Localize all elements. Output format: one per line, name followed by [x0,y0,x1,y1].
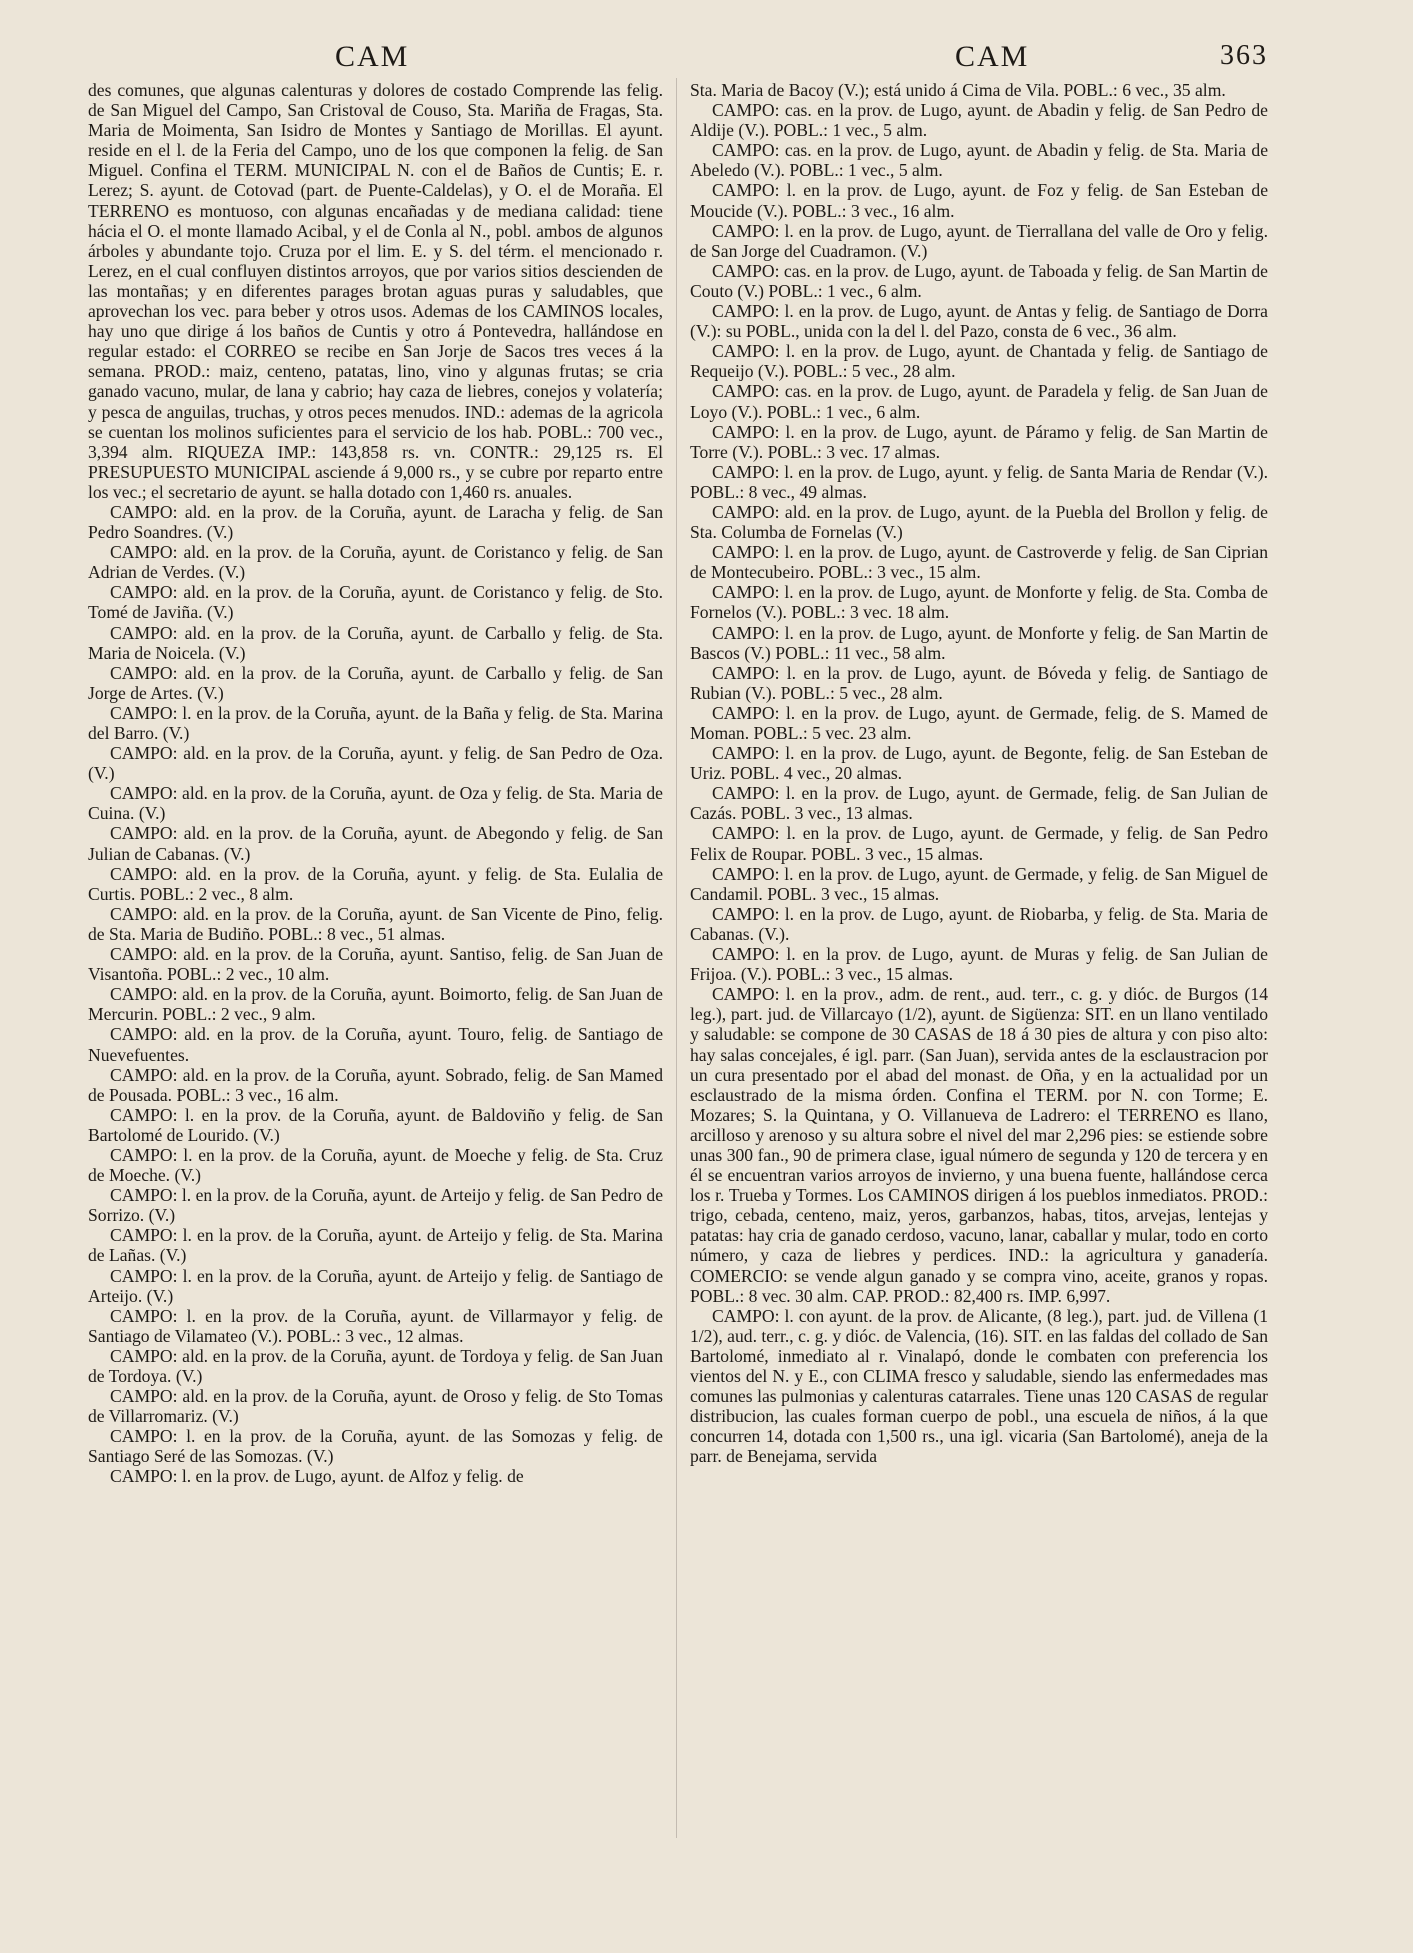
entry-paragraph: CAMPO: ald. en la prov. de la Coruña, ayunt. de Oza y felig. de Sta. Maria de Cuina. (V.) [88,783,663,824]
entry-paragraph: CAMPO: ald. en la prov. de la Coruña, ayunt. de Coristanco y felig. de Sto. Tomé de Javiña. (V.) [88,582,663,623]
entry-paragraph: CAMPO: l. en la prov. de Lugo, ayunt. de Chantada y felig. de Santiago de Requeijo (V.). POBL.: 5 vec., 28 alm. [690,341,1268,382]
entry-paragraph: CAMPO: ald. en la prov. de la Coruña, ayunt. y felig. de San Pedro de Oza. (V.) [88,743,663,784]
entry-paragraph: CAMPO: ald. en la prov. de la Coruña, ayunt. de Carballo y felig. de Sta. Maria de Noicela. (V.) [88,622,663,663]
entry-paragraph: CAMPO: l. en la prov. de Lugo, ayunt. de Germade, y felig. de San Pedro Felix de Roupar. POBL. 3 vec., 15 almas. [690,823,1268,864]
entry-paragraph: CAMPO: l. en la prov. de Lugo, ayunt. de Tierrallana del valle de Oro y felig. de San Jorge del Cuadramon. (V.) [690,220,1268,261]
entry-paragraph: CAMPO: l. en la prov. de Lugo, ayunt. de Foz y felig. de San Esteban de Moucide (V.). POBL.: 3 vec., 16 alm. [690,180,1268,221]
entry-paragraph: CAMPO: l. en la prov. de Lugo, ayunt. de Muras y felig. de San Julian de Frijoa. (V.). POBL.: 3 vec., 15 almas. [690,944,1268,985]
entry-paragraph: CAMPO: l. en la prov. de Lugo, ayunt. de Bóveda y felig. de Santiago de Rubian (V.). POBL.: 5 vec., 28 alm. [690,662,1268,703]
entry-paragraph: CAMPO: ald. en la prov. de la Coruña, ayunt. de Abegondo y felig. de San Julian de Cabanas. (V.) [88,823,663,864]
entry-paragraph: CAMPO: ald. en la prov. de la Coruña, ayunt. de Carballo y felig. de San Jorge de Artes. (V.) [88,662,663,703]
entry-paragraph: CAMPO: cas. en la prov. de Lugo, ayunt. de Taboada y felig. de San Martin de Couto (V.) POBL.: 1 vec., 6 alm. [690,260,1268,301]
entry-paragraph: CAMPO: ald. en la prov. de la Coruña, ayunt. de Laracha y felig. de San Pedro Soandres. (V.) [88,501,663,543]
entry-paragraph: CAMPO: ald. en la prov. de la Coruña, ayunt. de Oroso y felig. de Sto Tomas de Villarromariz. (V.) [88,1386,663,1427]
entry-paragraph: CAMPO: l. en la prov. de Lugo, ayunt. de Germade, felig. de S. Mamed de Moman. POBL.: 5 vec. 23 alm. [690,702,1268,743]
entry-paragraph: CAMPO: l. en la prov. de la Coruña, ayunt. de Arteijo y felig. de Santiago de Arteijo. (V.) [88,1265,663,1306]
entry-paragraph: CAMPO: l. en la prov. de Lugo, ayunt. de Castroverde y felig. de San Ciprian de Montecubeiro. POBL.: 3 vec., 15 alm. [690,542,1268,583]
entry-paragraph: CAMPO: ald. en la prov. de la Coruña, ayunt. Sobrado, felig. de San Mamed de Pousada. POBL.: 3 vec., 16 alm. [88,1064,663,1105]
entry-paragraph: CAMPO: l. en la prov. de Lugo, ayunt. de Germade, felig. de San Julian de Cazás. POBL. 3 vec., 13 almas. [690,783,1268,824]
entry-paragraph: CAMPO: l. en la prov. de Lugo, ayunt. de Monforte y felig. de San Martin de Bascos (V.) POBL.: 11 vec., 58 alm. [690,622,1268,663]
entry-paragraph: CAMPO: ald. en la prov. de la Coruña, ayunt. Touro, felig. de Santiago de Nuevefuentes. [88,1024,663,1065]
entry-paragraph: CAMPO: l. en la prov. de la Coruña, ayunt. de Moeche y felig. de Sta. Cruz de Moeche. (V.) [88,1144,663,1186]
running-header-right: CAM [955,40,1030,73]
entry-paragraph: CAMPO: l. con ayunt. de la prov. de Alicante, (8 leg.), part. jud. de Villena (1 1/2), aud. terr., c. g. y dióc. de Valencia, (16). SIT. en las faldas del collado de San Bartolomé, inmediato al r. Vinalapó, donde le combaten con preferencia los vientos del N. y E., con CLIMA fresco y saludable, siendo las enfermedades mas comunes las pulmonias y calenturas catarrales. Tiene unas 120 CASAS de regular distribucion, las cuales forman cuerpo de pobl., una escuela de niños, á la que concurren 14, dotada con 1,500 rs., una igl. vicaria (San Bartolomé), aneja de la parr. de Benejama, servida [690,1305,1268,1467]
entry-paragraph: CAMPO: l. en la prov. de Lugo, ayunt. de Páramo y felig. de San Martin de Torre (V.). POBL.: 3 vec. 17 almas. [690,421,1268,462]
entry-paragraph: CAMPO: l. en la prov. de la Coruña, ayunt. de Arteijo y felig. de San Pedro de Sorrizo. (V.) [88,1185,663,1226]
page-number: 363 [1220,40,1268,71]
entry-paragraph: CAMPO: l. en la prov. de Lugo, ayunt. de Antas y felig. de Santiago de Dorra (V.): su POBL., unida con la del l. del Pazo, consta de 6 vec., 36 alm. [690,301,1268,342]
entry-paragraph: CAMPO: cas. en la prov. de Lugo, ayunt. de Abadin y felig. de San Pedro de Aldije (V.). POBL.: 1 vec., 5 alm. [690,100,1268,141]
entry-paragraph: CAMPO: ald. en la prov. de la Coruña, ayunt. de Coristanco y felig. de San Adrian de Verdes. (V.) [88,542,663,583]
entry-paragraph: CAMPO: cas. en la prov. de Lugo, ayunt. de Paradela y felig. de San Juan de Loyo (V.). POBL.: 1 vec., 6 alm. [690,381,1268,422]
left-column [88,80,663,1487]
entry-paragraph: CAMPO: l. en la prov. de Lugo, ayunt. de Alfoz y felig. de [110,1466,524,1487]
entry-paragraph: CAMPO: ald. en la prov. de la Coruña, ayunt. y felig. de Sta. Eulalia de Curtis. POBL.: 2 vec., 8 alm. [88,863,663,904]
entry-paragraph: CAMPO: l. en la prov. de Lugo, ayunt. de Begonte, felig. de San Esteban de Uriz. POBL. 4 vec., 20 almas. [690,743,1268,784]
entry-paragraph: CAMPO: l. en la prov. de Lugo, ayunt. y felig. de Santa Maria de Rendar (V.). POBL.: 8 vec., 49 almas. [690,461,1268,502]
column-divider [676,78,677,1838]
entry-paragraph: CAMPO: l. en la prov. de Lugo, ayunt. de Monforte y felig. de Sta. Comba de Fornelos (V.). POBL.: 3 vec. 18 alm. [690,582,1268,623]
entry-paragraph: CAMPO: l. en la prov. de la Coruña, ayunt. de Arteijo y felig. de Sta. Marina de Lañas. (V.) [88,1225,663,1266]
right-column [690,80,1268,1466]
entry-paragraph: CAMPO: ald. en la prov. de la Coruña, ayunt. Santiso, felig. de San Juan de Visantoña. POBL.: 2 vec., 10 alm. [88,944,663,985]
entry-paragraph: CAMPO: cas. en la prov. de Lugo, ayunt. de Abadin y felig. de Sta. Maria de Abeledo (V.). POBL.: 1 vec., 5 alm. [690,140,1268,181]
entry-paragraph: CAMPO: ald. en la prov. de la Coruña, ayunt. de Tordoya y felig. de San Juan de Tordoya. (V.) [88,1345,663,1386]
entry-paragraph: CAMPO: l. en la prov. de la Coruña, ayunt. de Baldoviño y felig. de San Bartolomé de Lourido. (V.) [88,1104,663,1145]
entry-paragraph: CAMPO: ald. en la prov. de la Coruña, ayunt. Boimorto, felig. de San Juan de Mercurin. POBL.: 2 vec., 9 alm. [88,984,663,1025]
entry-paragraph: CAMPO: l. en la prov. de la Coruña, ayunt. de Villarmayor y felig. de Santiago de Vilamateo (V.). POBL.: 3 vec., 12 almas. [88,1305,663,1346]
entry-paragraph: des comunes, que algunas calenturas y dolores de costado Comprende las felig. de San Miguel del Campo, San Cristoval de Couso, Sta. Mariña de Fragas, Sta. Maria de Moimenta, San Isidro de Montes y Santiago de Morillas. El ayunt. reside en el l. de la Feria del Campo, uno de los que componen la felig. de San Miguel. Confina el TERM. MUNICIPAL N. con el de Baños de Cuntis; E. r. Lerez; S. ayunt. de Cotovad (part. de Puente-Caldelas), y O. el de Moraña. El TERRENO es montuoso, con algunas encañadas y de mediana calidad: tiene hácia el O. el monte llamado Acibal, y el de Conla al N., pobl. ambos de algunos árboles y abundante tojo. Cruza por el lim. E. y S. del térm. el mencionado r. Lerez, en el cual confluyen distintos arroyos, que por varios sitios descienden de las montañas; y en diferentes parages brotan aguas puras y saludables, que aprovechan los vec. para beber y otros usos. Ademas de los CAMINOS locales, hay uno que dirige á los baños de Cuntis y otro á Pontevedra, hallándose en regular estado: el CORREO se recibe en San Jorje de Sacos tres veces á la semana. PROD.: maiz, centeno, patatas, lino, vino y algunas frutas; se cria ganado vacuno, mular, de lana y cabrio; hay caza de liebres, conejos y volatería; y pesca de anguilas, truchas, y otros peces menudos. IND.: ademas de la agricola se cuentan los molinos suficientes para el servicio de los hab. POBL.: 700 vec., 3,394 alm. RIQUEZA IMP.: 143,858 rs. vn. CONTR.: 29,125 rs. El PRESUPUESTO MUNICIPAL asciende á 9,000 rs., y se cubre por reparto entre los vec.; el secretario de ayunt. se halla dotado con 1,460 rs. anuales. [88,80,663,502]
running-header-left: CAM [335,40,410,73]
entry-paragraph: Sta. Maria de Bacoy (V.); está unido á Cima de Vila. POBL.: 6 vec., 35 alm. [690,80,1226,100]
entry-paragraph: CAMPO: ald. en la prov. de Lugo, ayunt. de la Puebla del Brollon y felig. de Sta. Columba de Fornelas (V.) [690,501,1268,543]
entry-paragraph: CAMPO: l. en la prov. de Lugo, ayunt. de Riobarba, y felig. de Sta. Maria de Cabanas. (V.). [690,903,1268,944]
entry-paragraph: CAMPO: l. en la prov. de Lugo, ayunt. de Germade, y felig. de San Miguel de Candamil. POBL. 3 vec., 15 almas. [690,863,1268,904]
entry-paragraph: CAMPO: l. en la prov. de la Coruña, ayunt. de la Baña y felig. de Sta. Marina del Barro. (V.) [88,702,663,743]
entry-paragraph: CAMPO: l. en la prov., adm. de rent., aud. terr., c. g. y dióc. de Burgos (14 leg.), part. jud. de Villarcayo (1/2), ayunt. de Sigüenza: SIT. en un llano ventilado y saludable: se compone de 30 CASAS de 18 á 30 pies de altura y con piso alto: hay salas concejales, é igl. parr. (San Juan), servida antes de la esclaustracion por un cura presentado por el abad del monast. de Oña, y en la actualidad por un esclaustrado de la misma órden. Confina el TERM. por N. con Torme; E. Mozares; S. la Quintana, y O. Villanueva de Ladrero: el TERRENO es llano, arcilloso y arenoso y su altura sobre el nivel del mar 2,296 pies: se estiende sobre unas 300 fan., 90 de primera clase, igual número de segunda y 120 de tercera y en él se encuentran varios arroyos de invierno, y una buena fuente, hallándose cerca los r. Trueba y Tormes. Los CAMINOS dirigen á los pueblos inmediatos. PROD.: trigo, cebada, centeno, maiz, yeros, garbanzos, habas, titos, arvejas, lentejas y patatas: hay cria de ganado cerdoso, vacuno, lanar, caballar y mular, todo en corto número, y caza de liebres y perdices. IND.: la agricultura y ganadería. COMERCIO: se vende algun ganado y se compra vino, aceite, granos y ropas. POBL.: 8 vec. 30 alm. CAP. PROD.: 82,400 rs. IMP. 6,997. [690,984,1268,1306]
entry-paragraph: CAMPO: l. en la prov. de la Coruña, ayunt. de las Somozas y felig. de Santiago Seré de las Somozas. (V.) [88,1426,663,1467]
entry-paragraph: CAMPO: ald. en la prov. de la Coruña, ayunt. de San Vicente de Pino, felig. de Sta. Maria de Budiño. POBL.: 8 vec., 51 almas. [88,903,663,944]
